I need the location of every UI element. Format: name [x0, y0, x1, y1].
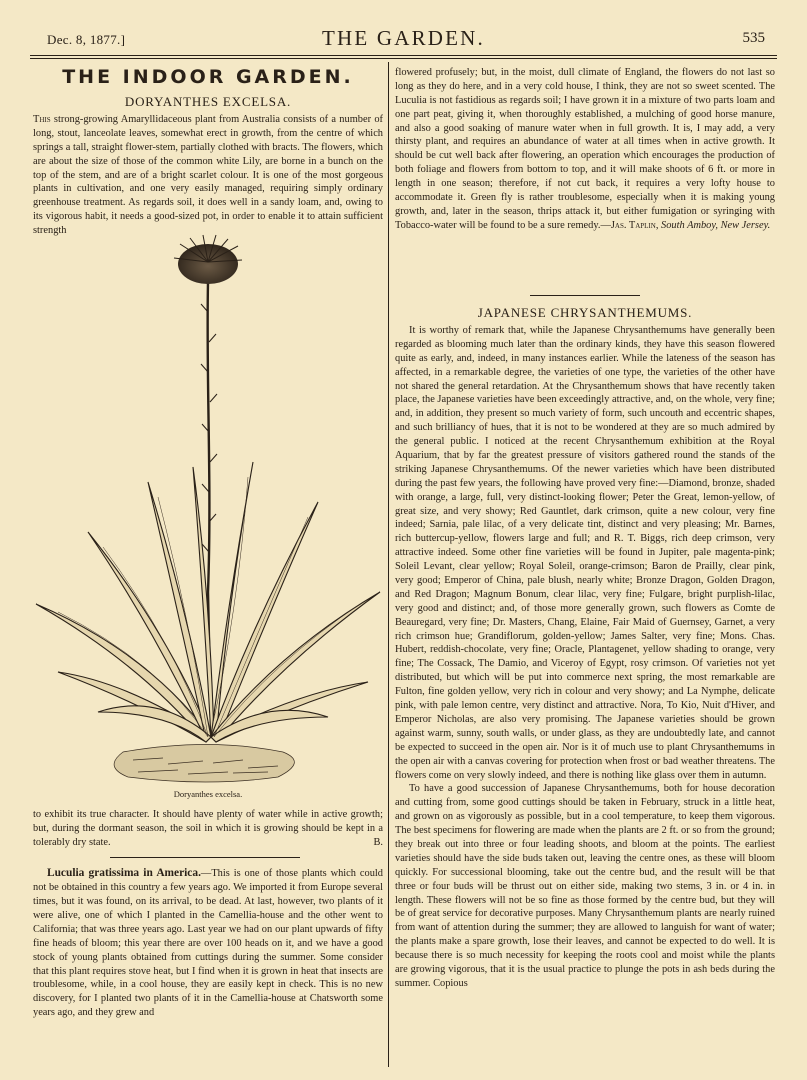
chrysanthemum-paragraph-1: It is worthy of remark that, while the Japanese Chrysanthemums have generally been regarded as blooming much later than the ordinary kinds, they have this season flowered quite as early, and, indeed, in many instances earlier. While the lateness of the season has affected, in a remarkable degree, the varieties of one type, the varieties of the other have not shared the general retardation. At the Chrysanthemum shows that have recently taken place, the Japanese varieties have been exceedingly attractive, and, on the whole, very fine; and, in addition, they present so much variety of form, such uncouth and eccentric shapes, and such brilliancy of hues, that it is not to be wondered at they are so much admired by the general public. I noticed at the recent Chrysanthemum exhibition at the Royal Aquarium, that by far the greatest pressure of visitors gathered round the stands of the striking Japanese Chrysanthemums. Of the newer varieties which have been distributed during the past few years, the following have proved very fine:—Diamond, bronze, shaded with orange, a large, full, very distinct-looking flower; Peter the Great, lemon-yellow, of great size, and very showy; Red Gauntlet, dark crimson, quite a new colour, very fine indeed; Sarnia, pale lilac, of a very delicate tint, distinct and very pleasing; Mr. Barnes, rich buttercup-yellow, flowers large and full; and R. T. Biggs, rich deep crimson, very attractive indeed. Some other fine varieties will be found in Jupiter, pale magenta-pink; Soleil Levant, clear yellow; Royal Soleil, orange-crimson; Baron de Prailly, clear pink, very good; Emperor of China, pale blush, nearly white; Bronze Dragon, Golden Dragon, and Red Dragon; Magnum Bonum, clear lilac, very fine; Fulgare, bright purplish-lilac, very good and distinct; and, of those more generally grown, such flowers as Comte de Beauregard, very fine; Dr. Masters, Chang, Elaine, Fair Maid of Guernsey, Garnet, a very rich crimson hue; Grandiflorum, golden-yellow; James Salter, very fine; Mons. Chas. Hubert, reddish-chocolate, very fine; Oracle, Plantagenet, yellow shading to orange, very fine; The Cossack, The Damio, and Viceroy of Egypt, rosy crimson. Of varieties not yet distributed, but which will be put into commerce next spring, the most remarkable are Fulton, fine golden yellow, very rich in colour and very showy; and La Nymphe, delicate pink, with pale lemon centre, very distinct and attractive. Nora, To Kio, Nuit d'Hiver, and Emperor Nicholas, are also very promising. The Japanese varieties should be grown against warm, sunny, south walls, or under glass, as they are undoubtedly late, and cannot be expected to succeed in the open air. Nor is it of much use to plant Chrysanthemums in the open air with a canvas covering for protection when frost or bad weather threatens. The flowers come on very slowly indeed, and there is nothing like glass over them in autumn.	[395, 325, 775, 781]
luculia-continued	[395, 66, 775, 233]
lead-word: This	[33, 114, 51, 125]
author-name: Jas. Taplin,	[610, 219, 659, 231]
article-signature: B.	[373, 836, 383, 848]
running-head	[30, 26, 777, 52]
column-divider	[388, 62, 389, 1067]
chrysanthemum-article	[395, 305, 775, 991]
luculia-continued-text: flowered profusely; but, in the moist, dull climate of England, the flowers do not last so long as they do here, and in a very cold house, I think, they are not so sweet scented. The Luculia is not fastidious as regards soil; I have grown it in a mixture of two parts loam and one part peat, giving it, when thoroughly established, a mulching of good horse manure, and also a good soaking of manure water when in full growth. It is, I may add, a very thirsty plant, and requires an abundance of water at all times when in active growth. It should be cut well back after flowering, an operation which encourages the production of both foliage and flowers from bottom to top, and it will make shoots of 6 ft. or more in length in one season; therefore, if not cut back, it requires a very lofty house to accommodate it. Green fly is rather troublesome, especially when it is making young growth, and, later in the season, thrips attack it, but either fumigation or syringing with Tobacco-water will be found to be a sure remedy.—	[395, 67, 775, 231]
luculia-article	[33, 866, 383, 1020]
doryanthes-text-2: to exhibit its true character. It should have plenty of water while in active growth; but, during the dormant season, the soil in which it is growing should be kept in a tolerably dry state.	[33, 809, 383, 848]
header-rule-thick	[30, 55, 777, 56]
figure-caption: Doryanthes excelsa.	[173, 789, 243, 799]
luculia-paragraph	[33, 866, 383, 1020]
header-rule-thin	[30, 58, 777, 59]
issue-date: Dec. 8, 1877.]	[47, 32, 126, 47]
doryanthes-paragraph-1	[33, 113, 383, 238]
publication-title: THE GARDEN.	[321, 26, 486, 50]
section-title: THE INDOOR GARDEN.	[62, 66, 354, 88]
left-column-bottom	[33, 808, 383, 850]
doryanthes-text-1: strong-growing Amaryllidaceous plant from Australia consists of a number of long, stout, lanceolate leaves, somewhat erect in growth, from the centre of which springs a tall, straight flower-stem, partially clothed with bracts. The flowers, which are about the size of those of the common white Lily, are borne in a bunch on the top of the stem, and are of a bright scarlet colour. It is one of the most gorgeous plants in cultivation, and one very easily managed, requiring simply ordinary greenhouse treatment. As regards soil, it does well in a sandy loam, and, owing to its vigorous habit, it needs a good-sized pot, in order to enable it to attain sufficient strength	[33, 114, 383, 237]
luculia-text: This is one of those plants which could not be obtained in this country a few years ago. We imported it from Europe several times, but it was found, on its arrival, to be dead. At last, however, two plants of it were alive, one of which I planted in the Camellia-house and the other went to California; that was three years ago. Last year we had on our plant upwards of fifty fine heads of bloom; this year there are over 100 heads on it, and we have a good stock of young plants obtained from cuttings during the summer. Some consider that this plant requires stove heat, but I find when it is grown in heat that insects are troublesome, while, in a cool house, they are easily kept in check. This is no new discovery, for I planted two plants of it in the Camellia-house at Chatsworth some years ago, and they grew and	[33, 868, 383, 1019]
author-location: South Amboy, New Jersey.	[661, 219, 771, 231]
page-number: 535	[742, 30, 765, 46]
article-separator-left	[110, 857, 300, 858]
article-title-chrysanthemums: JAPANESE CHRYSANTHEMUMS.	[477, 305, 693, 320]
doryanthes-illustration	[28, 232, 388, 792]
article-title-doryanthes: DORYANTHES EXCELSA.	[124, 94, 292, 109]
title-dash: —	[200, 868, 212, 879]
right-column-top	[395, 66, 775, 233]
doryanthes-paragraph-2	[33, 808, 383, 850]
article-title-luculia: Luculia gratissima in America.	[47, 867, 201, 879]
article-separator-right	[530, 295, 640, 296]
chrysanthemum-paragraph-2: To have a good succession of Japanese Chrysanthemums, both for house decoration and cutting from, some good cuttings should be taken in February, struck in a little heat, and grown on as vigorously as possible, but in a cool temperature, to keep them vigorous. The best specimens for flowering are made when the plants are 2 ft. or so from the ground; they break out into three or four leading shoots, and bloom at the points. The earliest varieties should have the side buds taken out, leaving the centre ones, as these will bloom quickly. For successional blooming, take out the centre bud, and the result will be that three or four buds will be thrust out on either side, making two stems, 3 in. or 4 in. in length. These flowers will not be so fine as those formed by the centre bud, but they will be of great service for decorative purposes. Many Chrysanthemum plants are nearly ruined from want of attention during the summer; they are allowed to languish for want of water; the plants make a spare growth, lose their leaves, and cannot be expected to do well. It is because there is so much necessity for keeping the roots cool and moist while the plants are growing vigorous, that it is the usual practice to plunge the pots in ash beds during the summer. Copious	[395, 783, 775, 989]
left-column-top	[33, 66, 383, 238]
